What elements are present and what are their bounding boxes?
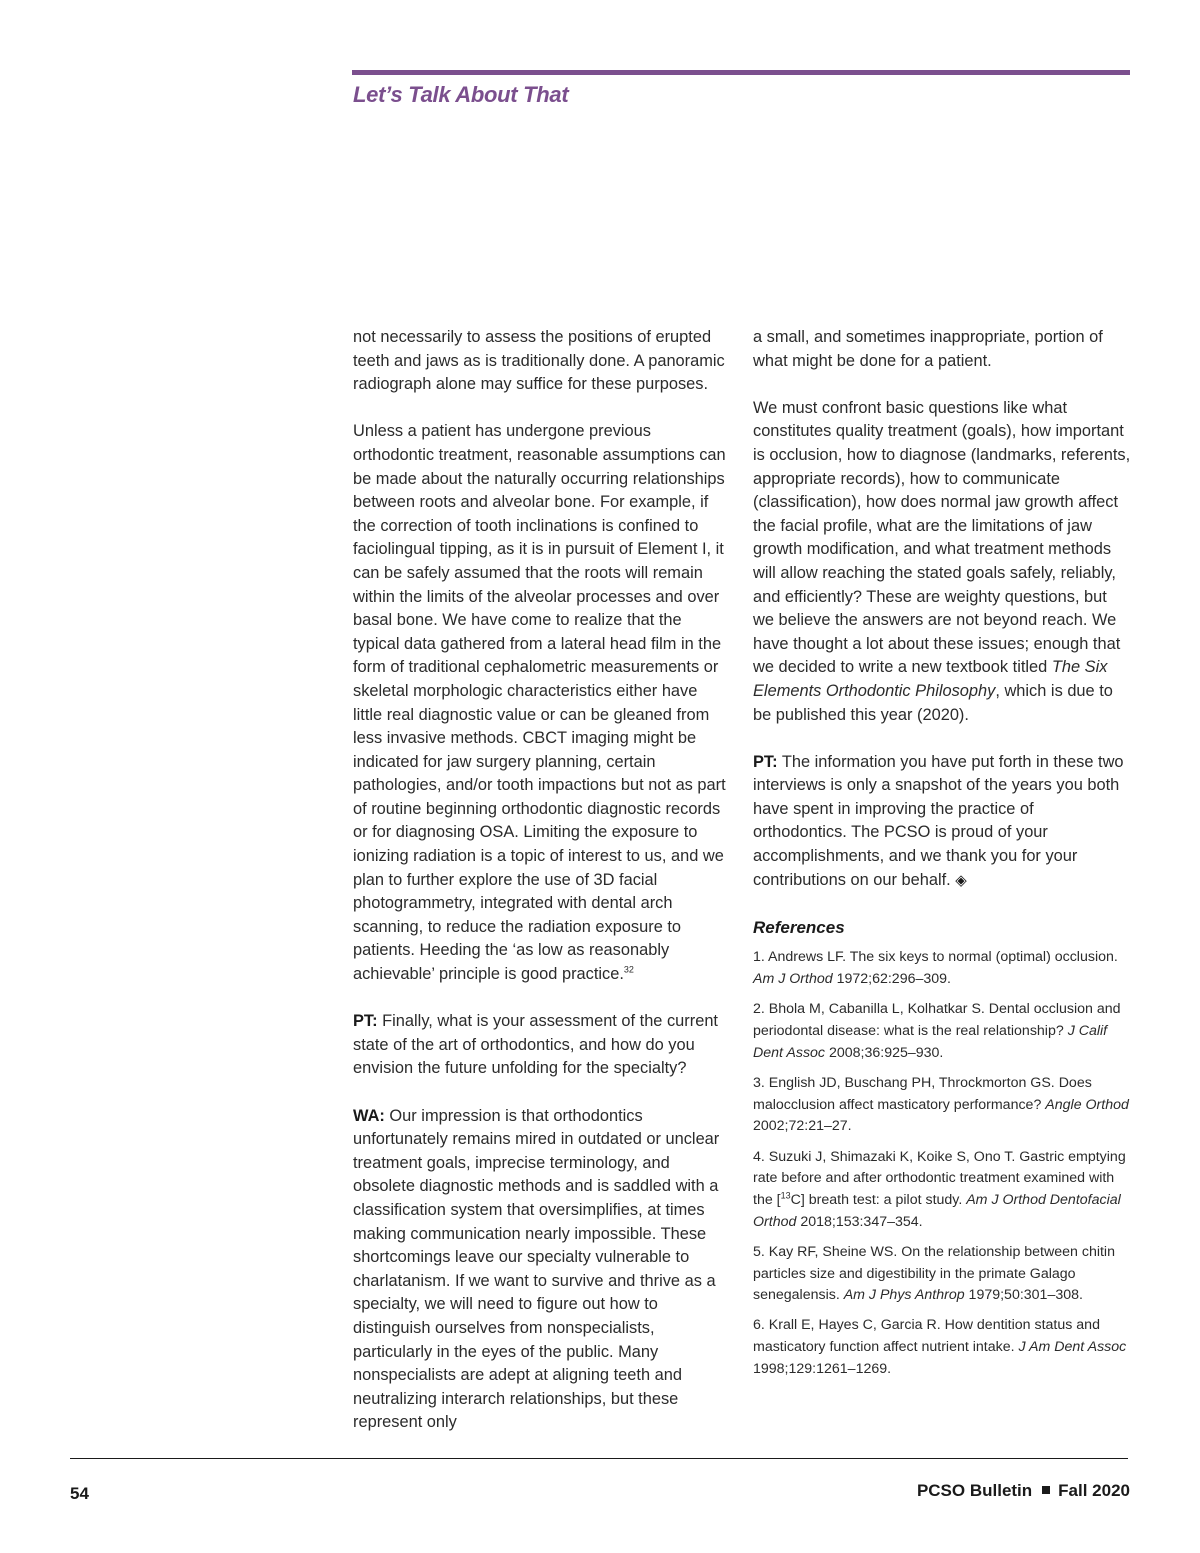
paragraph-text: Finally, what is your assessment of the current state of the art of orthodontics, and how do you envision the future unfolding for the specialty? bbox=[353, 1012, 718, 1078]
references-heading: References bbox=[753, 917, 845, 937]
book-title: The Six Elements Orthodontic Philosophy bbox=[753, 658, 1108, 700]
section-title: Let’s Talk About That bbox=[353, 82, 569, 107]
speaker-label: PT: bbox=[353, 1012, 378, 1031]
citation-superscript: 32 bbox=[623, 964, 634, 975]
isotope-superscript: 13 bbox=[780, 1190, 791, 1201]
reference-item: 1. Andrews LF. The six keys to normal (optimal) occlusion. Am J Orthod 1972;62:296–309. bbox=[753, 949, 1118, 988]
interview-closing bbox=[753, 751, 1131, 893]
journal-name: Am J Phys Anthrop bbox=[843, 1287, 965, 1304]
speaker-label: WA: bbox=[353, 1106, 385, 1125]
reference-item: 3. English JD, Buschang PH, Throckmorton GS. Does malocclusion affect masticatory performance? Angle Orthod 2002;72:21–27. bbox=[753, 1074, 1129, 1135]
running-footer bbox=[917, 1481, 1130, 1501]
publication-name: PCSO Bulletin bbox=[916, 1481, 1033, 1500]
journal-name: J Am Dent Assoc bbox=[1018, 1339, 1127, 1356]
header-rule bbox=[352, 70, 1130, 75]
reference-item: 5. Kay RF, Sheine WS. On the relationship between chitin particles size and digestibility in the primate Galago senegalensis. Am J Phys Anthrop 1979;50:301–308. bbox=[753, 1243, 1115, 1304]
journal-name: Angle Orthod bbox=[1045, 1096, 1129, 1113]
reference-item: 2. Bhola M, Cabanilla L, Kolhatkar S. Dental occlusion and periodontal disease: what is the real relationship? J Calif Dent Assoc 2008;36:925–930. bbox=[753, 1001, 1121, 1061]
interview-answer bbox=[353, 1105, 731, 1435]
journal-name: Am J Orthod Dentofacial Orthod bbox=[753, 1191, 1121, 1230]
right-column bbox=[753, 326, 1131, 1389]
paragraph: a small, and sometimes inappropriate, portion of what might be done for a patient. bbox=[753, 328, 1103, 370]
reference-item: 6. Krall E, Hayes C, Garcia R. How dentition status and masticatory function affect nutrient intake. J Am Dent Assoc 1998;129:1261–1269. bbox=[753, 1317, 1127, 1377]
reference-list bbox=[753, 947, 1131, 1380]
separator-square-icon bbox=[1042, 1486, 1050, 1494]
end-mark-icon: ◈ bbox=[955, 871, 967, 889]
interview-question bbox=[353, 1010, 731, 1081]
paragraph-text: , which is due to be published this year (2020). bbox=[753, 681, 1113, 724]
journal-name: Am J Orthod bbox=[753, 971, 833, 988]
paragraph-text: Our impression is that orthodontics unfortunately remains mired in outdated or unclear treatment goals, imprecise terminology, and obsolete diagnostic methods and is saddled with a classification system that oversimplifies, at times making communication nearly impossible. These shortcomings leave our specialty vulnerable to charlatanism. If we want to survive and thrive as a specialty, we will need to figure out how to distinguish ourselves from nonspecialists, particularly in the eyes of the public. Many nonspecialists are adept at aligning teeth and neutralizing interarch relationships, but these represent only bbox=[353, 1106, 720, 1432]
footer-rule bbox=[70, 1458, 1128, 1459]
paragraph-text: We must confront basic questions like what constitutes quality treatment (goals), how important is occlusion, how to diagnose (landmarks, referents, appropriate records), how to communicate (classification), how does normal jaw growth affect the facial profile, what are the limitations of jaw growth modification, and what treatment methods will allow reaching the stated goals safely, reliably, and efficiently? These are weighty questions, but we believe the answers are not beyond reach. We have thought a lot about these issues; enough that we decided to write a new textbook titled bbox=[753, 398, 1131, 677]
paragraph: not necessarily to assess the positions of erupted teeth and jaws as is traditionally done. A panoramic radiograph alone may suffice for these purposes. bbox=[353, 328, 725, 394]
paragraph-text: The information you have put forth in these two interviews is only a snapshot of the years you both have spent in improving the practice of orthodontics. The PCSO is proud of your accomplishments, and we thank you for your contributions on our behalf. bbox=[753, 752, 1124, 889]
speaker-label: PT: bbox=[753, 752, 778, 771]
paragraph bbox=[353, 420, 731, 986]
issue-label: Fall 2020 bbox=[1058, 1481, 1130, 1500]
paragraph bbox=[753, 397, 1131, 727]
left-column bbox=[353, 326, 731, 1459]
paragraph-text: Unless a patient has undergone previous orthodontic treatment, reasonable assumptions can be made about the naturally occurring relationships between roots and alveolar bone. For example, if the correction of tooth inclinations is confined to faciolingual tipping, as it is in pursuit of Element I, it can be safely assumed that the roots will remain within the limits of the alveolar processes and over basal bone. We have come to realize that the typical data gathered from a lateral head film in the form of traditional cephalometric measurements or skeletal morphologic characteristics either have little real diagnostic value or can be gleaned from less invasive methods. CBCT imaging might be indicated for jaw surgery planning, certain pathologies, and/or tooth impactions but not as part of routine beginning orthodontic diagnostic records or for diagnosing OSA. Limiting the exposure to ionizing radiation is a topic of interest to us, and we plan to further explore the use of 3D facial photogrammetry, integrated with dental arch scanning, to reduce the radiation exposure to patients. Heeding the ‘as low as reasonably achievable’ principle is good practice. bbox=[353, 422, 726, 984]
reference-item: 4. Suzuki J, Shimazaki K, Koike S, Ono T. Gastric emptying rate before and after orthodontic treatment examined with the [$^{13}$C] breath test: a pilot study. Am J Orthod Dentofacial Orthod 2018;153:347–354. bbox=[753, 1148, 1126, 1230]
page-number: 54 bbox=[70, 1484, 89, 1503]
journal-name: J Calif Dent Assoc bbox=[753, 1023, 1108, 1061]
